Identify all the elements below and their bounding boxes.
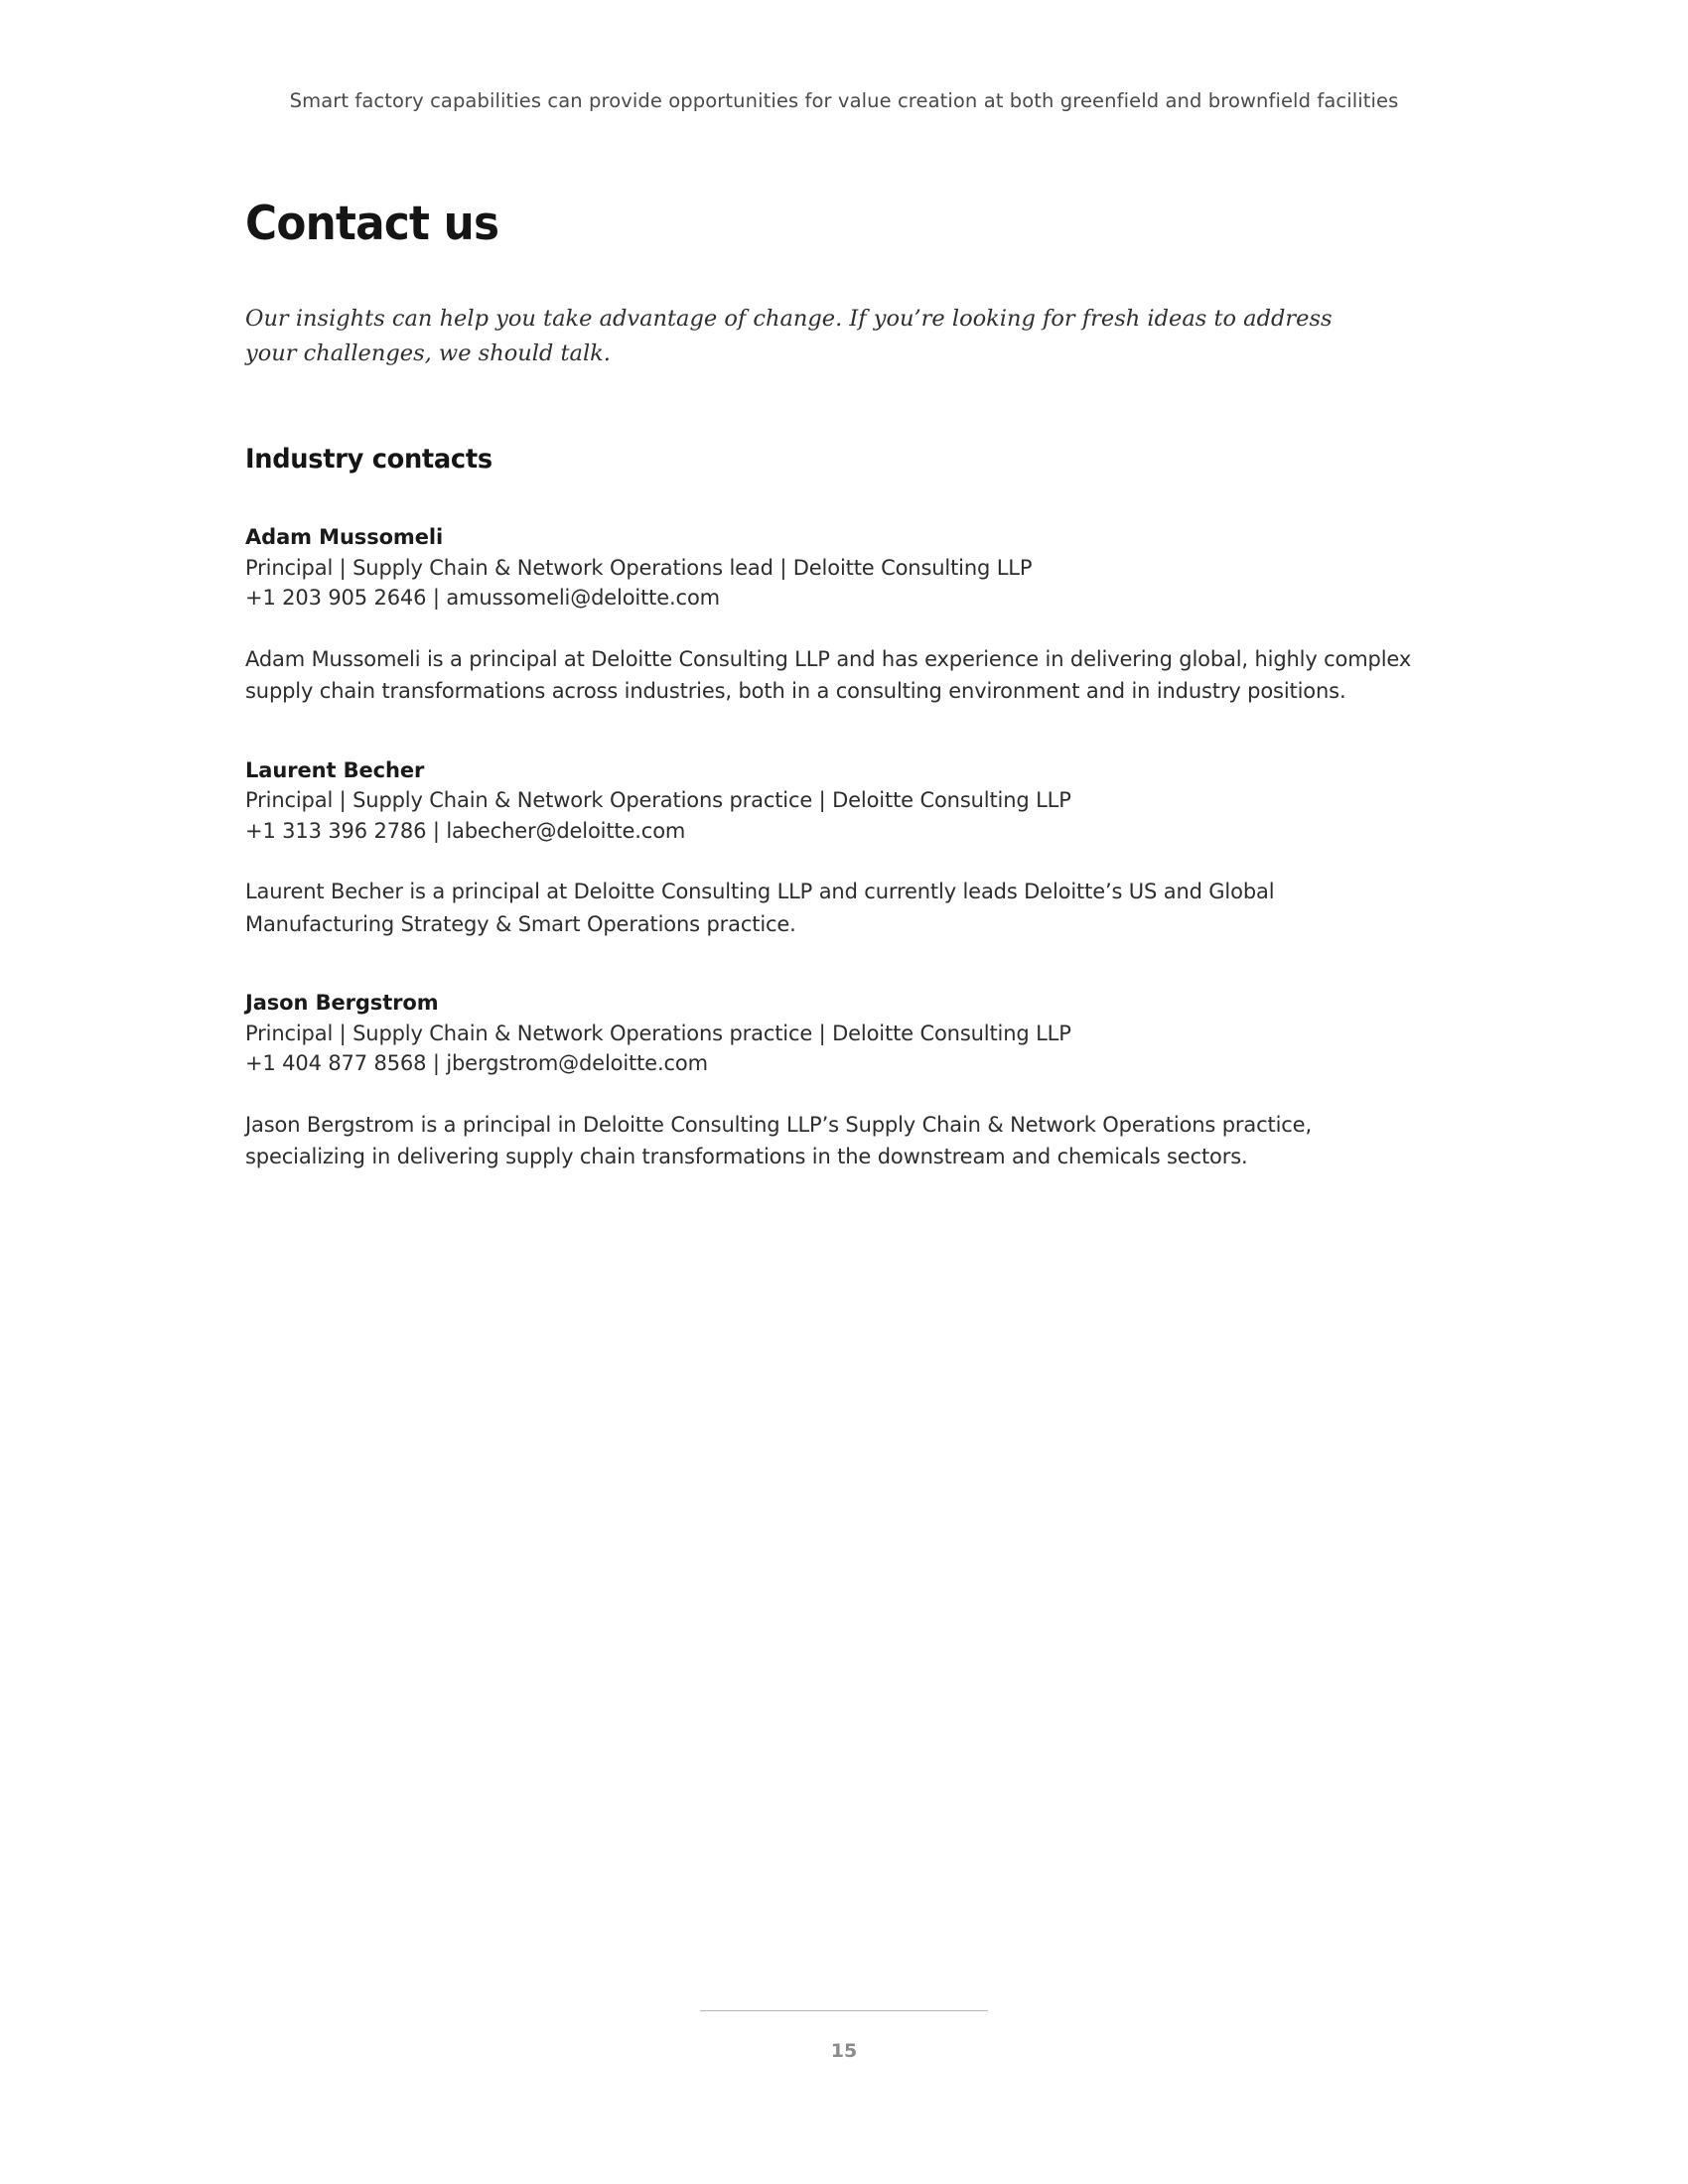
page-number: 15	[830, 2040, 858, 2062]
contact-bio: Adam Mussomeli is a principal at Deloitte Consulting LLP and has experience in delivering global, highly complex supply chain transformations across industries, both in a consulting environment and in industry positions.	[245, 646, 1412, 704]
contact-name: Adam Mussomeli	[245, 525, 444, 550]
contact-phone-email[interactable]: +1 203 905 2646 | amussomeli@deloitte.com	[245, 586, 720, 611]
contact-phone-email[interactable]: +1 313 396 2786 | labecher@deloitte.com	[245, 818, 686, 843]
contact-entry	[245, 522, 1437, 707]
contact-role: Principal | Supply Chain & Network Operations practice | Deloitte Consulting LLP	[245, 788, 1071, 813]
contact-phone-email[interactable]: +1 404 877 8568 | jbergstrom@deloitte.com	[245, 1051, 708, 1076]
contact-name: Jason Bergstrom	[245, 991, 439, 1016]
contact-bio: Jason Bergstrom is a principal in Deloitte Consulting LLP’s Supply Chain & Network Operations practice, specializing in delivering supply chain transformations in the downstream and chemicals sectors.	[245, 1112, 1312, 1169]
page-content	[245, 199, 1437, 1194]
contact-entry	[245, 988, 1437, 1172]
running-head: Smart factory capabilities can provide opportunities for value creation at both greenfield and brownfield facilities	[289, 89, 1399, 112]
contact-name: Laurent Becher	[245, 757, 425, 782]
intro-paragraph: Our insights can help you take advantage of change. If you’re looking for fresh ideas to address your challenges, we should talk.	[245, 305, 1333, 366]
contact-role: Principal | Supply Chain & Network Operations practice | Deloitte Consulting LLP	[245, 1021, 1071, 1045]
section-heading-industry-contacts: Industry contacts	[245, 444, 492, 476]
contact-entry	[245, 755, 1437, 940]
contact-bio: Laurent Becher is a principal at Deloitte Consulting LLP and currently leads Deloitte’s US and Global Manufacturing Strategy & Smart Operations practice.	[245, 880, 1275, 936]
footer-divider	[700, 2010, 988, 2011]
contact-role: Principal | Supply Chain & Network Operations lead | Deloitte Consulting LLP	[245, 555, 1033, 580]
page-title: Contact us	[245, 197, 499, 251]
